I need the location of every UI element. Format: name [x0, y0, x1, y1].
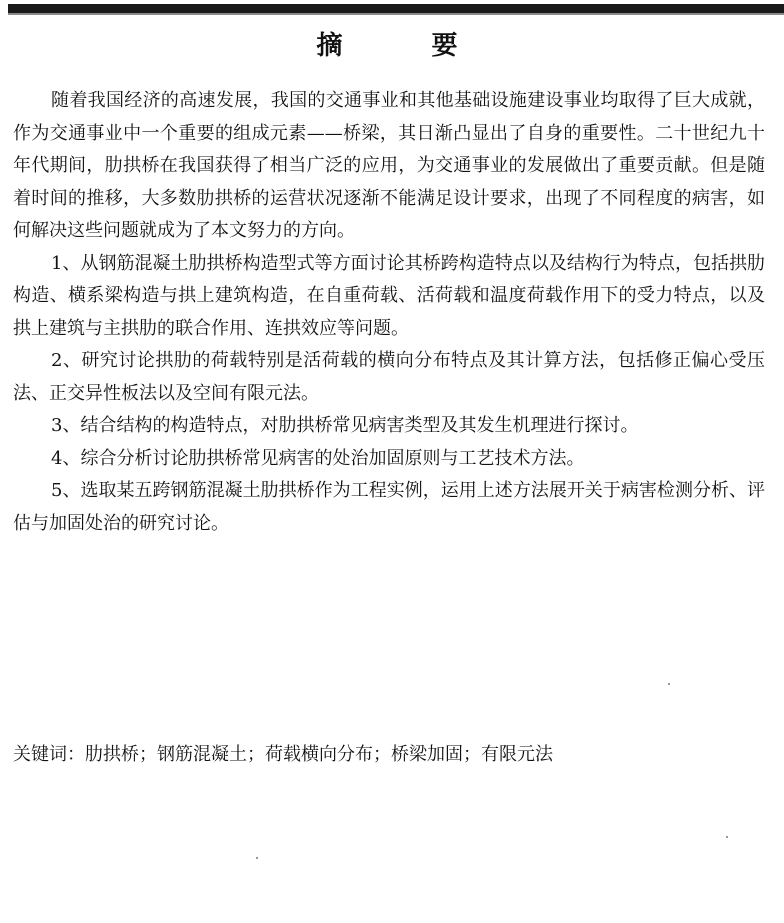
abstract-point-4: 4、综合分析讨论肋拱桥常见病害的处治加固原则与工艺技术方法。 — [51, 447, 585, 469]
abstract-point-1: 1、从钢筋混凝土肋拱桥构造型式等方面讨论其桥跨构造特点以及结构行为特点，包括拱肋构造、横系梁构造与拱上建筑构造，在自重荷载、活荷载和温度荷载作用下的受力特点，以及拱上建筑与主拱肋的联合作用、连拱效应等问题。 — [13, 252, 765, 339]
abstract-point-2: 2、研究讨论拱肋的荷载特别是活荷载的横向分布特点及其计算方法，包括修正偏心受压法、正交异性板法以及空间有限元法。 — [13, 350, 765, 404]
abstract-point-5: 5、选取某五跨钢筋混凝土肋拱桥作为工程实例，运用上述方法展开关于病害检测分析、评估与加固处治的研究讨论。 — [13, 480, 765, 534]
scan-speck — [256, 857, 258, 859]
top-border-rule — [8, 4, 784, 13]
keywords-line — [13, 741, 765, 769]
scan-speck — [726, 836, 728, 838]
keywords-text: 肋拱桥；钢筋混凝土；荷载横向分布；桥梁加固；有限元法 — [85, 744, 553, 765]
top-border-rule-shadow — [8, 13, 784, 15]
page-title: 摘 要 — [316, 31, 498, 61]
abstract-point-3: 3、结合结构的构造特点，对肋拱桥常见病害类型及其发生机理进行探讨。 — [51, 415, 639, 436]
abstract-intro-paragraph: 随着我国经济的高速发展，我国的交通事业和其他基础设施建设事业均取得了巨大成就，作为交通事业中一个重要的组成元素——桥梁，其日渐凸显出了自身的重要性。二十世纪九十年代期间，肋拱桥在我国获得了相当广泛的应用，为交通事业的发展做出了重要贡献。但是随着时间的推移，大多数肋拱桥的运营状况逐渐不能满足设计要求，出现了不同程度的病害，如何解决这些问题就成为了本文努力的方向。 — [13, 90, 765, 241]
abstract-body — [13, 85, 765, 540]
keywords-label: 关键词： — [13, 744, 85, 765]
scan-speck — [668, 683, 670, 685]
